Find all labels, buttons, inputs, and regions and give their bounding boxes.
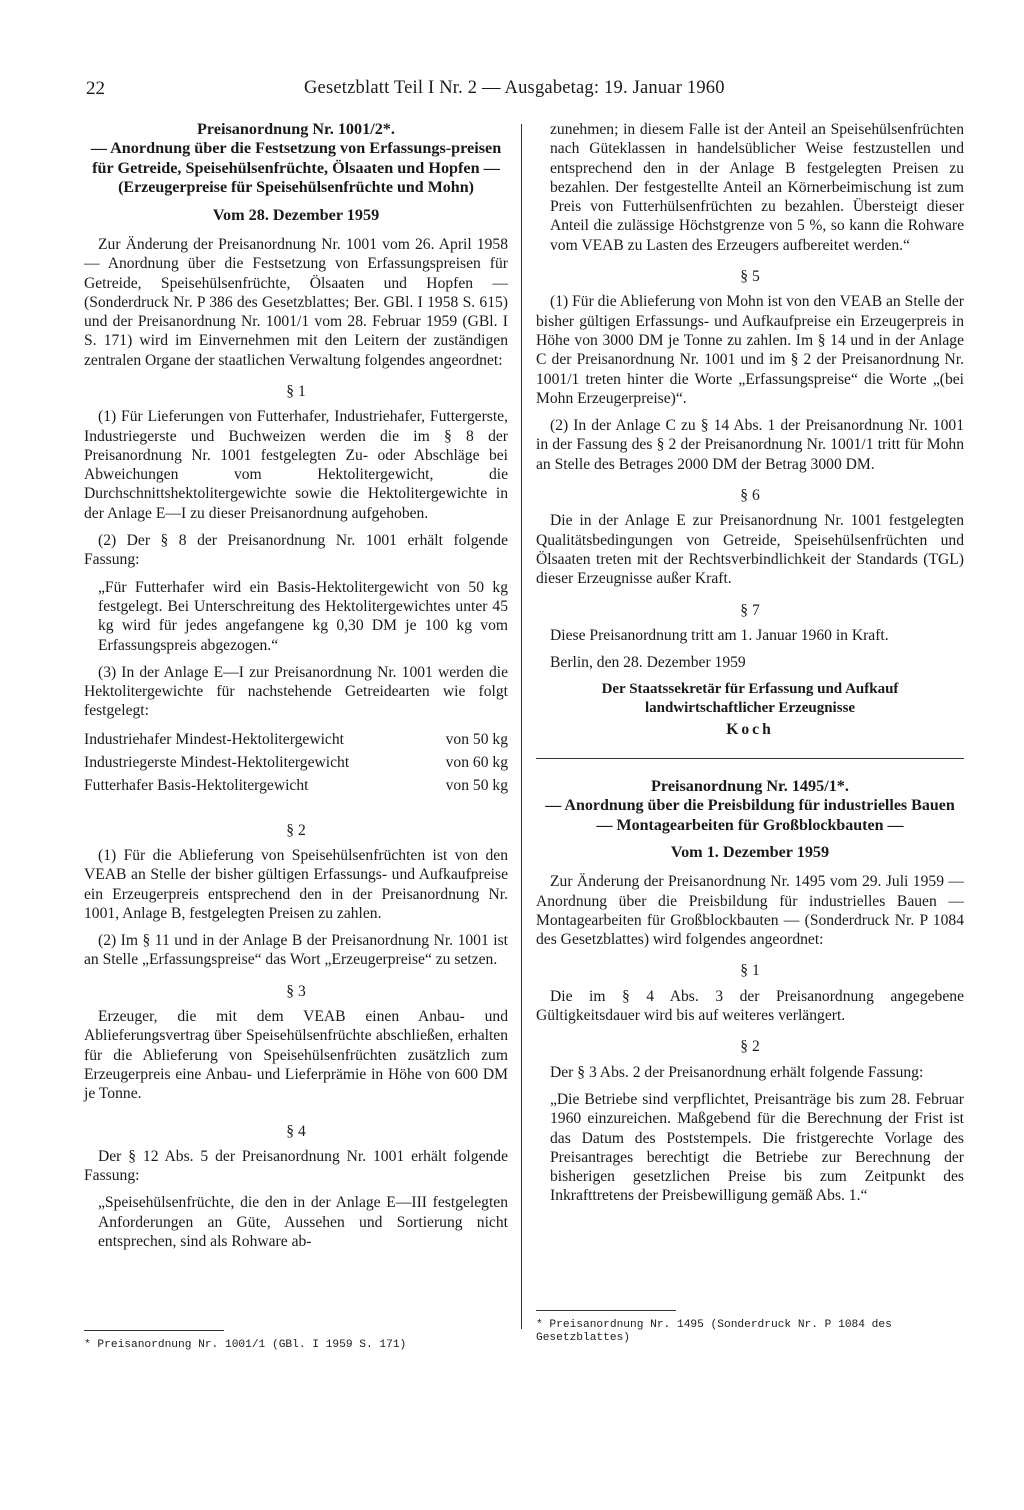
quoted-text-continued: zunehmen; in diesem Falle ist der Anteil an Speisehülsenfrüchten nach Güteklassen in handelsüblicher Weise festzustellen und entsprechend den in der Anlage B festgelegten Preisen zu bezahlen. Der festgestellte Anteil an Körnerbeimischung ist zum Preis von Futterhülsenfrüchten zu bezahlen. Übersteigt dieser Anteil die zulässige Höchstgrenze von 5 %, so kann die Rohware vom VEAB zu Lasten des Erzeugers aufbereitet werden.“ — [550, 121, 964, 254]
section-heading: § 1 — [286, 383, 306, 400]
paragraph: Diese Preisanordnung tritt am 1. Januar 1960 in Kraft. — [550, 626, 889, 644]
section-rule — [536, 758, 964, 759]
section-heading: § 4 — [286, 1122, 306, 1140]
intro-paragraph: Zur Änderung der Preisanordnung Nr. 1001 vom 26. April 1958 — Anordnung über die Festsetzung von Erfassungspreisen für Getreide, Speisehülsenfrüchte, Ölsaaten und Hopfen — (Sonderdruck Nr. P 386 des Gesetzblattes; Ber. GBl. I 1958 S. 615) und der Preisanordnung Nr. 1001/1 vom 28. Februar 1959 (GBl. I S. 171) wird im Einvernehmen mit den Leitern der zuständigen zentralen Organe der staatlichen Verwaltung folgendes angeordnet: — [84, 235, 508, 369]
table-row — [84, 752, 508, 775]
footnote-rule — [84, 1330, 224, 1331]
section-heading: § 3 — [286, 982, 306, 1000]
weights-table — [84, 729, 508, 799]
section-heading: § 1 — [740, 962, 760, 980]
table-cell-value: von 50 kg — [445, 777, 508, 795]
paragraph: (2) Der § 8 der Preisanordnung Nr. 1001 erhält folgende Fassung: — [84, 532, 508, 569]
footnote-text: * Preisanordnung Nr. 1001/1 (GBl. I 1959 S. 171) — [84, 1339, 407, 1351]
header-title: Gesetzblatt Teil I Nr. 2 — Ausgabetag: 19. Januar 1960 — [304, 78, 725, 98]
right-column — [536, 120, 964, 1214]
signatory-office: Der Staatssekretär für Erfassung und Aufkauf landwirtschaftlicher Erzeugnisse — [601, 681, 899, 717]
ordinance-subtitle: — Anordnung über die Preisbildung für industrielles Bauen — Montagearbeiten für Großblockbauten — — [545, 797, 955, 834]
paragraph: Die im § 4 Abs. 3 der Preisanordnung angegebene Gültigkeitsdauer wird bis auf weiteres verlängert. — [536, 987, 964, 1025]
footnote-text: * Preisanordnung Nr. 1495 (Sonderdruck Nr. P 1084 des Gesetzblattes) — [536, 1319, 892, 1344]
paragraph: (1) Für die Ablieferung von Mohn ist von den VEAB an Stelle der bisher gültigen Erfassungs- und Aufkaufpreise ein Erzeugerpreis in Höhe von 3000 DM je Tonne zu zahlen. Im § 14 und in der Anlage C der Preisanordnung Nr. 1001 und im § 2 der Preisanordnung Nr. 1001/1 treten hinter die Worte „Erfassungspreise“ die Worte „(bei Mohn Erzeugerpreise)“. — [536, 293, 964, 407]
paragraph: (3) In der Anlage E—I zur Preisanordnung Nr. 1001 werden die Hektolitergewichte für nachstehende Getreidearten wie folgt festgelegt: — [84, 663, 508, 720]
paragraph: (2) In der Anlage C zu § 14 Abs. 1 der Preisanordnung Nr. 1001 in der Fassung des § 2 der Preisanordnung Nr. 1001/1 tritt für Mohn an Stelle des Betrages 2000 DM der Betrag 3000 DM. — [536, 417, 964, 473]
footnote-rule — [536, 1310, 676, 1311]
paragraph: Der § 12 Abs. 5 der Preisanordnung Nr. 1001 erhält folgende Fassung: — [84, 1147, 508, 1185]
intro-paragraph: Zur Änderung der Preisanordnung Nr. 1495 vom 29. Juli 1959 — Anordnung über die Preisbildung für industrielles Bauen — Montagearbeiten für Großblockbauten — (Sonderdruck Nr. P 1084 des Gesetzblattes) wird folgendes angeordnet: — [536, 873, 964, 949]
column-divider — [521, 124, 522, 1329]
ordinance-subtitle: — Anordnung über die Festsetzung von Erfassungs-preisen für Getreide, Speisehülsenfrüchte, Ölsaaten und Hopfen — — [90, 139, 502, 177]
table-cell-value: von 50 kg — [445, 730, 508, 748]
ordinance-date: Vom 1. Dezember 1959 — [670, 842, 830, 861]
paragraph: (1) Für Lieferungen von Futterhafer, Industriehafer, Futtergerste, Industriegerste und Buchweizen werden die im § 8 der Preisanordnung Nr. 1001 festgelegten Zu- oder Abschläge bei Abweichungen vom Hektolitergewicht, die Durchschnittshektolitergewichte sowie die Hektolitergewichte in der Anlage E—I zu dieser Preisanordnung aufgehoben. — [84, 408, 508, 522]
table-row — [84, 775, 508, 798]
table-cell-label: Industriegerste Mindest-Hektolitergewicht — [84, 754, 350, 772]
signatory-name: Koch — [726, 721, 774, 739]
footnote-left — [84, 1330, 508, 1352]
left-column — [84, 120, 508, 1259]
ordinance-date: Vom 28. Dezember 1959 — [212, 205, 380, 224]
page-header — [86, 78, 966, 102]
page-number: 22 — [86, 78, 105, 99]
section-heading: § 5 — [740, 268, 760, 286]
paragraph: Erzeuger, die mit dem VEAB einen Anbau- und Ablieferungsvertrag über Speisehülsenfrüchte abschließen, erhalten für die Ablieferung von Speisehülsenfrüchten zusätzlich zum Erzeugerpreis eine Anbau- und Lieferprämie in Höhe von 600 DM je Tonne. — [84, 1008, 508, 1103]
paragraph: Die in der Anlage E zur Preisanordnung Nr. 1001 festgelegten Qualitätsbedingungen von Getreide, Speisehülsenfrüchten und Ölsaaten treten mit der Rechtsverbindlichkeit der Standards (TGL) dieser Erzeugnisse außer Kraft. — [536, 512, 964, 588]
paragraph: (2) Im § 11 und in der Anlage B der Preisanordnung Nr. 1001 ist an Stelle „Erfassungspreise“ das Wort „Erzeugerpreise“ zu setzen. — [84, 932, 508, 969]
paragraph: Der § 3 Abs. 2 der Preisanordnung erhält folgende Fassung: — [550, 1063, 924, 1081]
ordinance-subtitle-paren: (Erzeugerpreise für Speisehülsenfrüchte und Mohn) — [118, 179, 474, 197]
ordinance-title: Preisanordnung Nr. 1001/2*. — [197, 120, 395, 138]
quoted-text: „Für Futterhafer wird ein Basis-Hektolitergewicht von 50 kg festgelegt. Bei Unterschreitung des Hektolitergewichtes unter 45 kg wird für jedes angefangene kg 0,30 DM je 100 kg vom Erfassungspreis abgezogen.“ — [98, 578, 508, 654]
table-cell-value: von 60 kg — [445, 754, 508, 772]
paragraph: (1) Für die Ablieferung von Speisehülsenfrüchten ist von den VEAB an Stelle der bisher gültigen Erfassungs- und Aufkaufpreise ein Erzeugerpreis entsprechend den in der Preisanordnung Nr. 1001, Anlage B, festgelegten Preisen zu zahlen. — [84, 846, 508, 922]
quoted-text: „Die Betriebe sind verpflichtet, Preisanträge bis zum 28. Februar 1960 einzureichen. Maßgebend für die Berechnung der Frist ist das Datum des Poststempels. Die fristgerechte Vorlage des Preisantrages berechtigt die Betriebe zur Berechnung der bisherigen gesetzlichen Preise bis zum Zeitpunkt des Inkrafttretens der Preisbewilligung gemäß Abs. 1.“ — [550, 1090, 964, 1205]
section-heading: § 7 — [740, 601, 760, 619]
section-heading: § 2 — [286, 821, 306, 839]
place-date: Berlin, den 28. Dezember 1959 — [550, 654, 746, 672]
table-cell-label: Industriehafer Mindest-Hektolitergewicht — [84, 730, 344, 748]
quoted-text: „Speisehülsenfrüchte, die den in der Anlage E—III festgelegten Anforderungen an Güte, Aussehen und Sortierung nicht entsprechen, sind als Rohware ab- — [98, 1194, 508, 1250]
section-heading: § 6 — [740, 487, 760, 505]
footnote-right — [536, 1310, 964, 1345]
section-heading: § 2 — [740, 1038, 760, 1056]
table-cell-label: Futterhafer Basis-Hektolitergewicht — [84, 777, 309, 795]
table-row — [84, 729, 508, 752]
ordinance-title: Preisanordnung Nr. 1495/1*. — [651, 776, 849, 795]
